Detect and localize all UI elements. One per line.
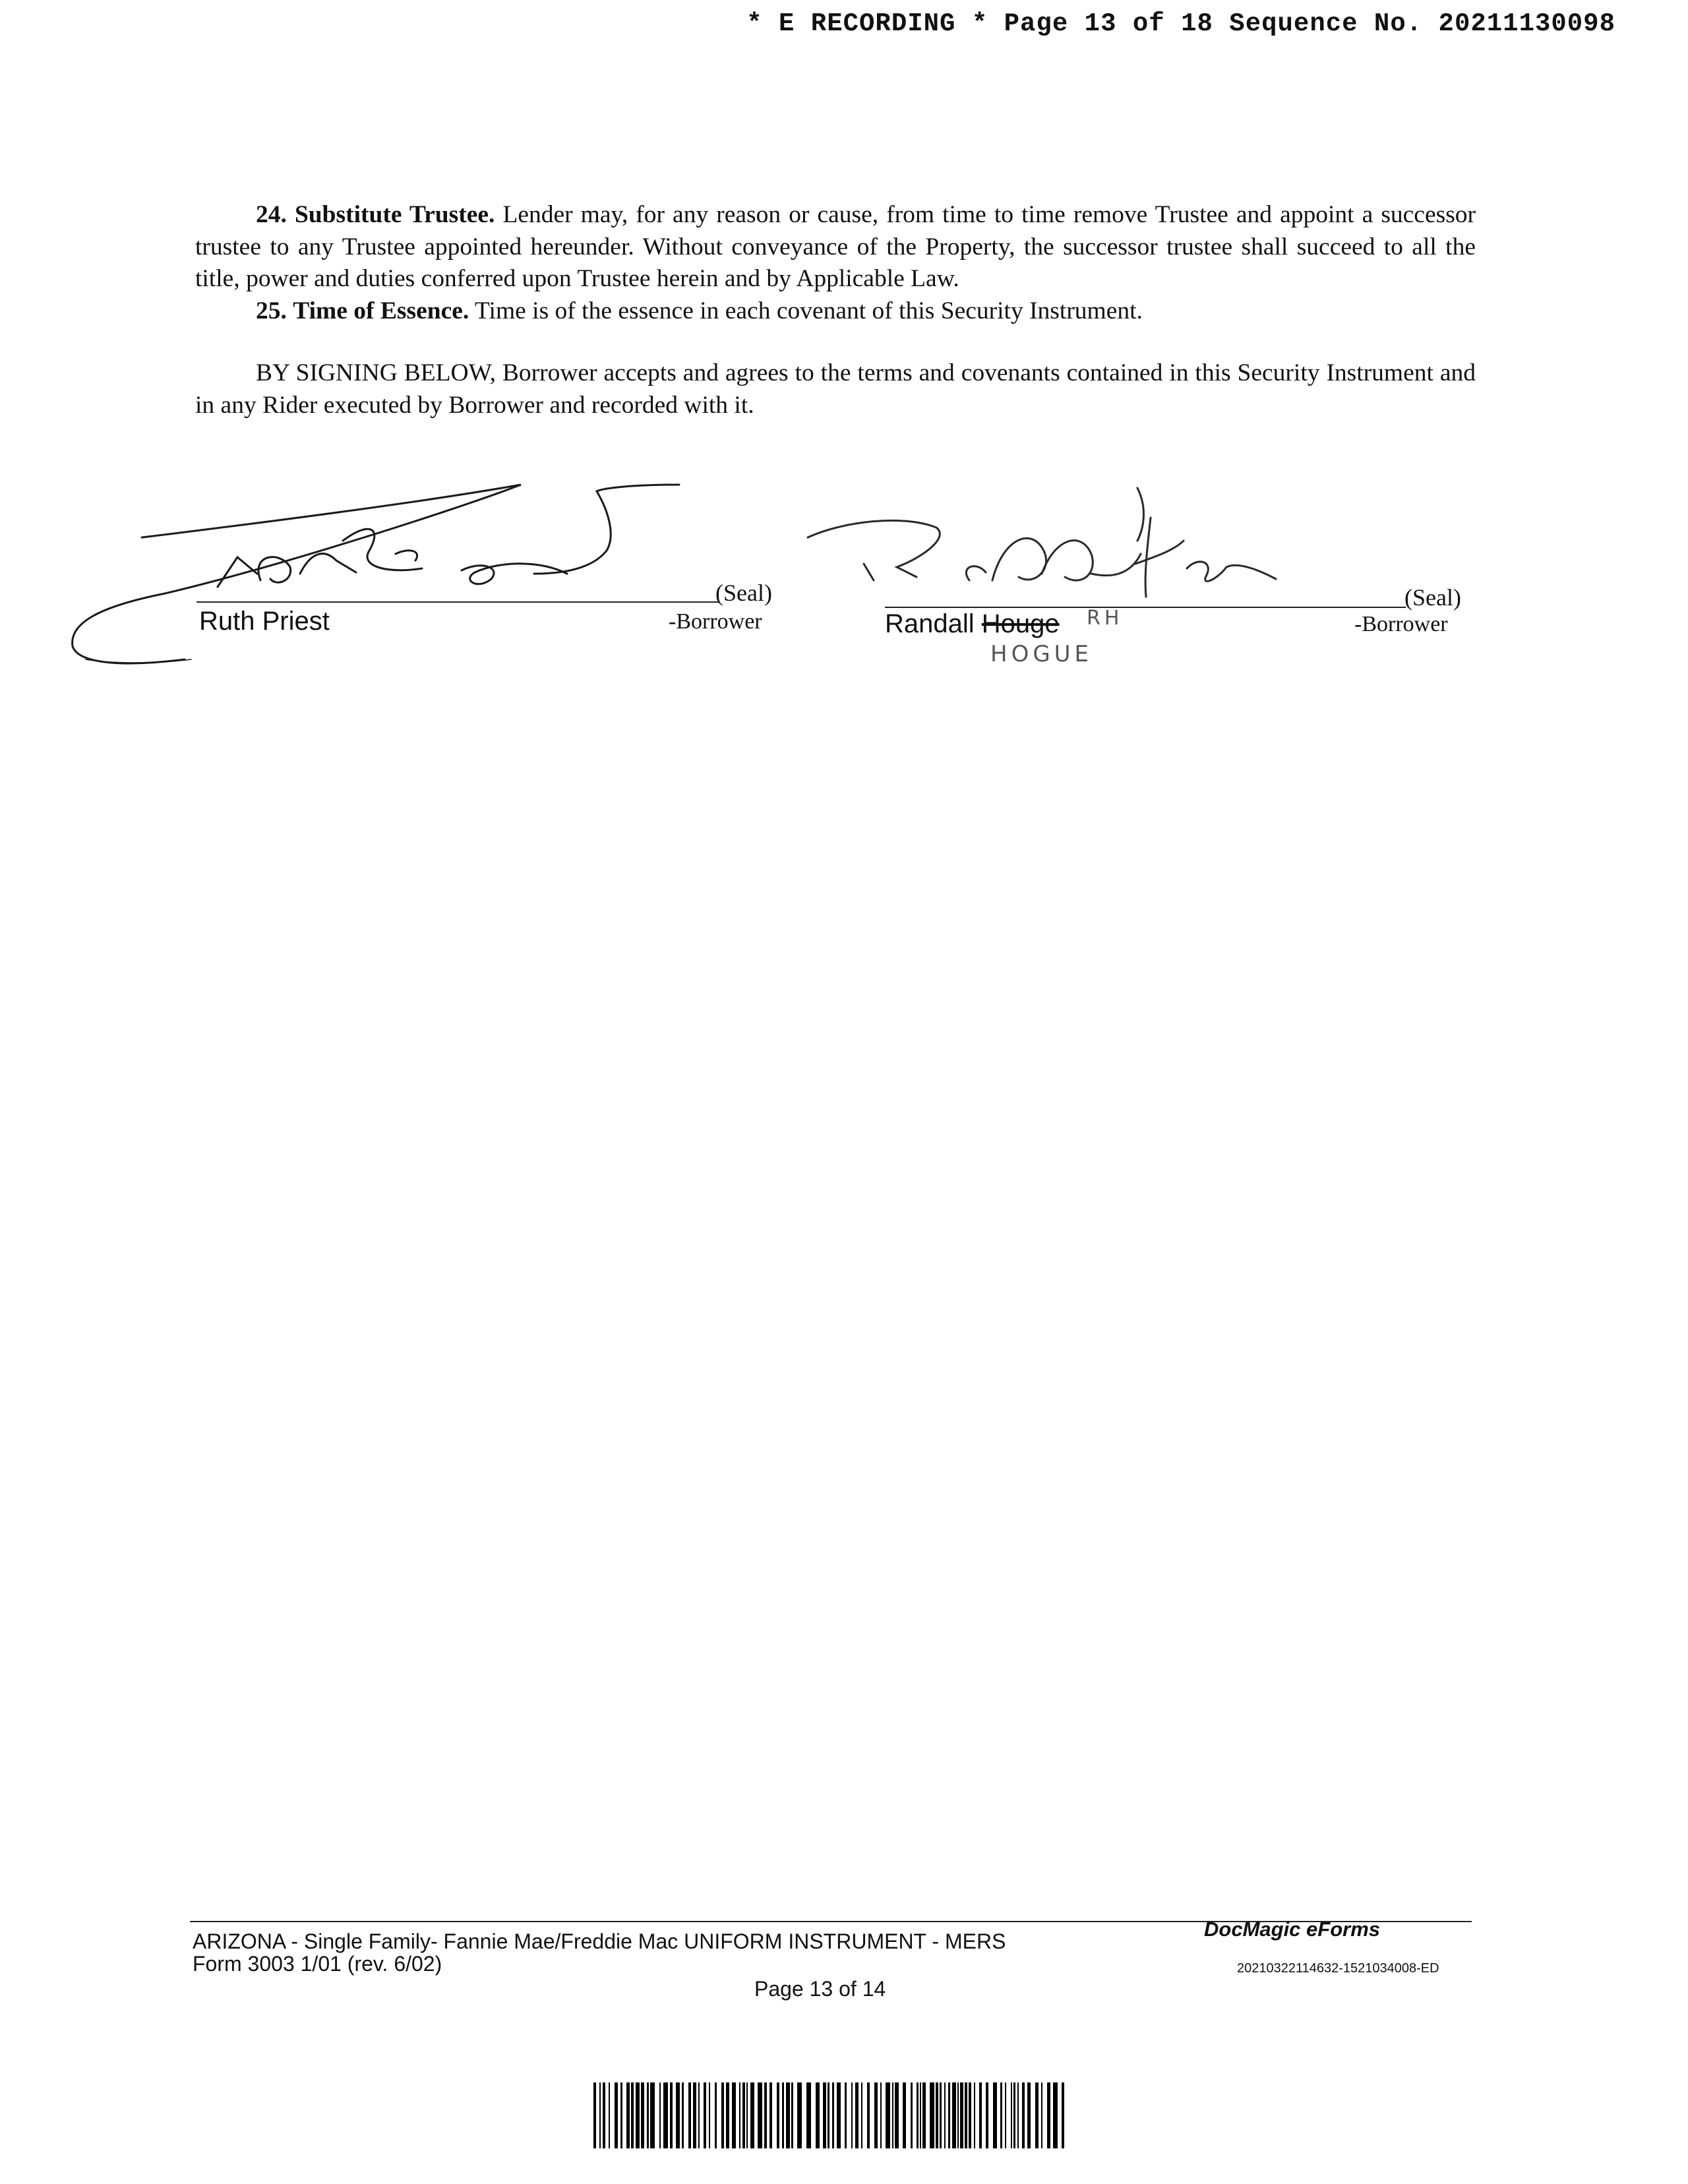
barcode-bar	[922, 2082, 926, 2148]
barcode-bar	[620, 2082, 622, 2148]
barcode-bar	[969, 2082, 971, 2148]
footer-page-number: Page 13 of 14	[754, 1977, 886, 2001]
barcode-bar	[855, 2082, 859, 2148]
barcode-bar	[1062, 2082, 1064, 2148]
barcode-bar	[986, 2082, 988, 2148]
barcode-bar	[682, 2082, 684, 2148]
barcode-bar	[1013, 2082, 1015, 2148]
barcode-bar	[688, 2082, 691, 2148]
section-25-text: Time is of the essence in each covenant of this Security Instrument.	[474, 297, 1143, 324]
barcode-bar	[732, 2082, 736, 2148]
barcode-bar	[920, 2082, 921, 2148]
footer-doc-id: 20210322114632-1521034008-ED	[1237, 1961, 1439, 1976]
barcode-bar	[837, 2082, 841, 2148]
barcode-bar	[930, 2082, 934, 2148]
barcode-bar	[603, 2082, 605, 2148]
ruth-priest-name: Ruth Priest	[199, 607, 330, 636]
barcode-bar	[895, 2082, 899, 2148]
barcode-bar	[631, 2082, 634, 2148]
barcode-bar	[974, 2082, 975, 2148]
barcode-bar	[1000, 2082, 1002, 2148]
barcode-bar	[709, 2082, 710, 2148]
barcode-bar	[786, 2082, 790, 2148]
randall-hogue-signature	[808, 488, 1276, 597]
barcode-bar	[936, 2082, 938, 2148]
barcode-bar	[764, 2082, 767, 2148]
barcode-bar	[806, 2082, 811, 2148]
barcode-bar	[670, 2082, 673, 2148]
barcode-bar	[1017, 2082, 1019, 2148]
barcode-bar	[1041, 2082, 1042, 2148]
barcode-bar	[993, 2082, 997, 2148]
barcode-bar	[746, 2082, 748, 2148]
barcode-bar	[816, 2082, 820, 2148]
randall-hogue-role: -Borrower	[1354, 612, 1448, 636]
recording-header: * E RECORDING * Page 13 of 18 Sequence No. 20211130098	[746, 9, 1615, 38]
barcode-bar	[1011, 2082, 1012, 2148]
barcode-bar	[663, 2082, 668, 2148]
barcode-bar	[693, 2082, 696, 2148]
ruth-priest-role: -Borrower	[669, 609, 762, 634]
barcode-bar	[791, 2082, 793, 2148]
barcode-bar	[957, 2082, 959, 2148]
barcode-bar	[1022, 2082, 1025, 2148]
section-24-text: Lender may, for any reason or cause, from time to time remove Trustee and appoint a successor trustee to any Trustee appointed hereunder. Without conveyance of the Property, the successor trustee shall succeed to all the title, power and duties conferred upon Trustee herein and by Applicable Law.	[195, 201, 1476, 292]
barcode-bar	[647, 2082, 649, 2148]
barcode-bar	[874, 2082, 878, 2148]
barcode-bar	[704, 2082, 706, 2148]
barcode-bar	[615, 2082, 618, 2148]
randall-hogue-name	[885, 609, 1060, 639]
randall-hogue-first-name: Randall	[885, 609, 975, 638]
barcode-bar	[880, 2082, 882, 2148]
ruth-priest-signature-line	[196, 601, 719, 603]
randall-hogue-signature-line	[885, 607, 1406, 608]
barcode-bar	[777, 2082, 779, 2148]
barcode-bar	[851, 2082, 853, 2148]
barcode-bar	[979, 2082, 982, 2148]
ruth-priest-signature	[73, 485, 679, 663]
barcode-bar	[797, 2082, 802, 2148]
barcode-bar	[940, 2082, 942, 2148]
footer-form-title: ARIZONA - Single Family- Fannie Mae/Freddie Mac UNIFORM INSTRUMENT - MERS	[193, 1929, 1006, 1953]
randall-hogue-seal: (Seal)	[1404, 584, 1461, 611]
barcode-bar	[659, 2082, 661, 2148]
section-24-title: Substitute Trustee.	[294, 201, 495, 228]
barcode-bar	[861, 2082, 862, 2148]
barcode-bar	[1047, 2082, 1050, 2148]
barcode-bar	[911, 2082, 913, 2148]
barcode-bar	[903, 2082, 906, 2148]
barcode-bar	[715, 2082, 717, 2148]
barcode-bar	[721, 2082, 724, 2148]
barcode-bar	[832, 2082, 834, 2148]
barcode-bar	[739, 2082, 740, 2148]
barcode-bar	[828, 2082, 829, 2148]
barcode-bar	[1027, 2082, 1031, 2148]
barcode-bar	[886, 2082, 890, 2148]
footer-form-number: Form 3003 1/01 (rev. 6/02)	[193, 1952, 442, 1976]
barcode-bar	[845, 2082, 847, 2148]
barcode-bar	[769, 2082, 772, 2148]
section-24-number: 24.	[256, 201, 287, 228]
barcode-bar	[965, 2082, 967, 2148]
barcode-bar	[636, 2082, 640, 2148]
barcode-bar	[823, 2082, 826, 2148]
barcode-bar	[609, 2082, 610, 2148]
barcode-bar	[1035, 2082, 1039, 2148]
barcode-bar	[960, 2082, 963, 2148]
barcode-bar	[758, 2082, 762, 2148]
barcode-bar	[726, 2082, 729, 2148]
randall-hogue-struck-surname: Houge	[981, 609, 1060, 638]
barcode-bar	[750, 2082, 754, 2148]
barcode-bar	[593, 2082, 596, 2148]
barcode-bar	[1005, 2082, 1006, 2148]
barcode-bar	[952, 2082, 956, 2148]
barcode-bar	[641, 2082, 644, 2148]
barcode-bar	[944, 2082, 946, 2148]
randall-hogue-initials: RH	[1087, 607, 1124, 630]
barcode-bar	[917, 2082, 919, 2148]
document-barcode	[593, 2082, 1068, 2148]
signing-statement: BY SIGNING BELOW, Borrower accepts and agrees to the terms and covenants contained in this Security Instrument and in any Rider executed by Borrower and recorded with it.	[195, 359, 1476, 419]
barcode-bar	[742, 2082, 745, 2148]
ruth-priest-seal: (Seal)	[715, 580, 772, 606]
barcode-bar	[782, 2082, 784, 2148]
barcode-bar	[626, 2082, 630, 2148]
barcode-bar	[676, 2082, 680, 2148]
footer-brand: DocMagic eForms	[1204, 1918, 1381, 1941]
barcode-bar	[698, 2082, 700, 2148]
randall-hogue-name-correction: HOGUE	[990, 641, 1093, 667]
barcode-bar	[1053, 2082, 1058, 2148]
barcode-bar	[892, 2082, 893, 2148]
barcode-bar	[867, 2082, 870, 2148]
barcode-bar	[599, 2082, 601, 2148]
barcode-bar	[948, 2082, 950, 2148]
section-25-title: Time of Essence.	[293, 297, 469, 324]
section-25-number: 25.	[256, 297, 287, 324]
barcode-bar	[650, 2082, 655, 2148]
